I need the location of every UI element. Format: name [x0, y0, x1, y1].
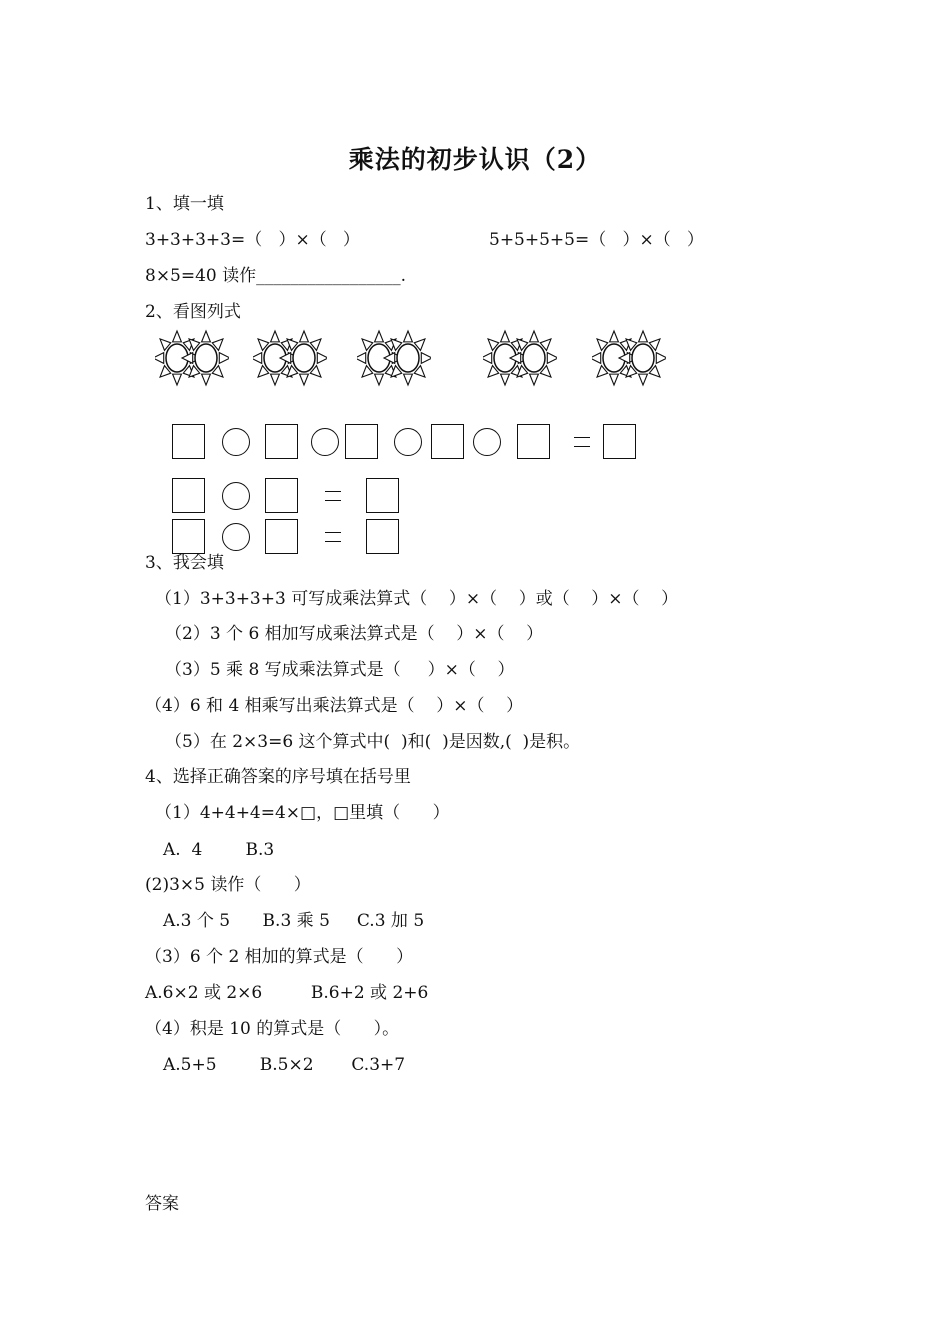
answer-box[interactable] [366, 478, 399, 513]
q3-heading: 3、我会填 [145, 553, 224, 573]
operator-circle[interactable] [222, 482, 250, 510]
answer-box[interactable] [431, 424, 464, 459]
q4-options-3: A.6×2 或 2×6 B.6+2 或 2+6 [145, 983, 429, 1003]
answer-box[interactable] [172, 519, 205, 554]
q4-options-1: A. 4 B.3 [163, 840, 275, 860]
equals-sign [325, 532, 341, 542]
operator-circle[interactable] [222, 428, 250, 456]
equals-sign [325, 491, 341, 501]
sun-group-icon [357, 328, 431, 388]
answer-box[interactable] [603, 424, 636, 459]
answer-box[interactable] [265, 519, 298, 554]
q3-item-3: （3）5 乘 8 写成乘法算式是（ ）×（ ） [165, 660, 515, 680]
page-title: 乘法的初步认识（2） [348, 145, 602, 174]
operator-circle[interactable] [473, 428, 501, 456]
sun-group-icon [592, 328, 666, 388]
q4-options-4: A.5+5 B.5×2 C.3+7 [163, 1055, 406, 1075]
q1-line1-right: 5+5+5+5=（ ）×（ ） [489, 230, 704, 250]
answer-box[interactable] [517, 424, 550, 459]
answer-box[interactable] [265, 478, 298, 513]
operator-circle[interactable] [311, 428, 339, 456]
q3-item-2: （2）3 个 6 相加写成乘法算式是（ ）×（ ） [165, 624, 544, 644]
q4-item-1: （1）4+4+4=4×□，□里填（ ） [155, 803, 450, 823]
sun-group-icon [483, 328, 557, 388]
answer-box[interactable] [265, 424, 298, 459]
q3-item-1: （1）3+3+3+3 可写成乘法算式（ ）×（ ）或（ ）×（ ） [155, 589, 679, 609]
q4-item-2: (2)3×5 读作（ ） [145, 875, 311, 895]
q3-item-5: （5）在 2×3=6 这个算式中( )和( )是因数,( )是积。 [165, 732, 581, 752]
sun-group-icon [253, 328, 327, 388]
q1-heading: 1、填一填 [145, 194, 224, 214]
q4-heading: 4、选择正确答案的序号填在括号里 [145, 767, 411, 787]
equals-sign [574, 437, 590, 447]
operator-circle[interactable] [394, 428, 422, 456]
answer-label: 答案 [145, 1194, 179, 1214]
operator-circle[interactable] [222, 523, 250, 551]
answer-box[interactable] [366, 519, 399, 554]
answer-box[interactable] [172, 424, 205, 459]
sun-group-icon [155, 328, 229, 388]
q4-options-2: A.3 个 5 B.3 乘 5 C.3 加 5 [163, 911, 425, 931]
q1-line2: 8×5=40 读作_________________. [145, 266, 407, 286]
q4-item-4: （4）积是 10 的算式是（ ）。 [145, 1019, 400, 1039]
q2-heading: 2、看图列式 [145, 302, 241, 322]
answer-box[interactable] [172, 478, 205, 513]
q4-item-3: （3）6 个 2 相加的算式是（ ） [145, 947, 414, 967]
answer-box[interactable] [345, 424, 378, 459]
q3-item-4: （4）6 和 4 相乘写出乘法算式是（ ）×（ ） [145, 696, 524, 716]
q1-line1-left: 3+3+3+3=（ ）×（ ） [145, 230, 360, 250]
